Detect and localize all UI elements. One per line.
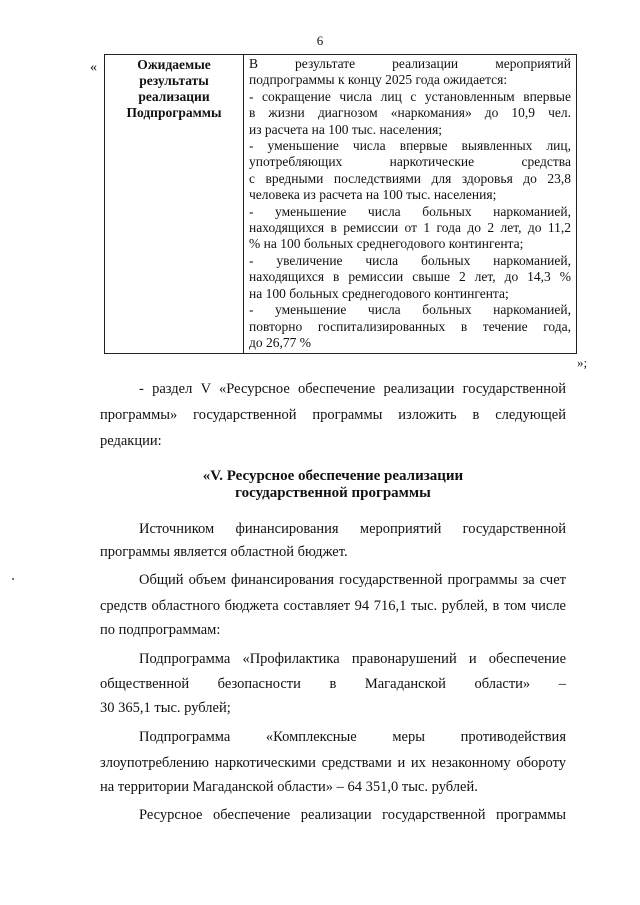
row-value-cell bbox=[244, 55, 577, 354]
value-line: - уменьшение числа впервые выявленных лиц, bbox=[249, 138, 571, 154]
value-line: находящихся в ремиссии от 1 года до 2 лет, до 11,2 bbox=[249, 220, 571, 236]
paragraph-line: Общий объем финансирования государственной программы за счет bbox=[139, 572, 566, 588]
value-line: подпрограммы к концу 2025 года ожидается: bbox=[249, 72, 508, 88]
page-number: 6 bbox=[316, 33, 324, 48]
section-heading-line: «V. Ресурсное обеспечение реализации bbox=[202, 468, 464, 484]
instruction-line: - раздел V «Ресурсное обеспечение реализации государственной bbox=[139, 381, 566, 397]
value-line: - сокращение числа лиц с установленным впервые bbox=[249, 88, 571, 104]
paragraph-line: общественной безопасности в Магаданской области» – bbox=[100, 676, 566, 692]
paragraph-line: Подпрограмма «Профилактика правонарушений и обеспечение bbox=[139, 651, 566, 667]
value-line: - увеличение числа больных наркоманией, bbox=[249, 252, 571, 268]
value-line: на 100 больных среднегодового контингента; bbox=[249, 285, 509, 301]
value-line: в жизни диагнозом «наркомания» до 10,9 чел. bbox=[249, 105, 571, 121]
paragraph-line: средств областного бюджета составляет 94 716,1 тыс. рублей, в том числе bbox=[100, 598, 566, 614]
close-quote: »; bbox=[577, 355, 588, 370]
row-label-line: Ожидаемые bbox=[137, 57, 211, 72]
paragraph-line: Ресурсное обеспечение реализации государственной программы bbox=[139, 807, 566, 823]
value-line: употребляющих наркотические средства bbox=[249, 154, 571, 170]
scan-speck bbox=[12, 578, 14, 580]
table-row bbox=[105, 55, 577, 354]
value-line: повторно госпитализированных в течение года, bbox=[249, 318, 571, 334]
value-line: % на 100 больных среднегодового контингента; bbox=[249, 236, 524, 252]
section-heading-line: государственной программы bbox=[235, 485, 431, 501]
row-label-line: Подпрограммы bbox=[126, 105, 222, 120]
value-line: - уменьшение числа больных наркоманией, bbox=[249, 203, 571, 219]
value-line: до 26,77 % bbox=[249, 334, 311, 350]
paragraph-line: на территории Магаданской области» – 64 351,0 тыс. рублей. bbox=[100, 779, 478, 795]
paragraph-line: программы является областной бюджет. bbox=[100, 544, 348, 560]
value-line: - уменьшение числа больных наркоманией, bbox=[249, 302, 571, 318]
row-label-line: результаты bbox=[139, 73, 209, 88]
paragraph-line: Источником финансирования мероприятий государственной bbox=[139, 521, 566, 537]
instruction-line: программы» государственной программы изложить в следующей bbox=[100, 407, 566, 423]
value-line: с вредными последствиями для здоровья до 23,8 bbox=[249, 170, 571, 186]
paragraph-line: 30 365,1 тыс. рублей; bbox=[100, 700, 231, 716]
value-line: В результате реализации мероприятий bbox=[249, 56, 571, 71]
paragraph-line: Подпрограмма «Комплексные меры противодействия bbox=[139, 729, 566, 745]
row-label-line: реализации bbox=[138, 89, 210, 104]
value-line: находящихся в ремиссии свыше 2 лет, до 14,3 % bbox=[249, 269, 571, 285]
instruction-line: редакции: bbox=[100, 433, 162, 449]
value-line: из расчета на 100 тыс. населения; bbox=[249, 121, 443, 137]
value-line: человека из расчета на 100 тыс. населения; bbox=[249, 187, 497, 203]
passport-table bbox=[104, 54, 577, 354]
open-quote: « bbox=[90, 60, 97, 75]
row-label-cell bbox=[105, 55, 244, 354]
paragraph-line: злоупотреблению наркотическими средствами и их незаконному обороту bbox=[100, 755, 566, 771]
paragraph-line: по подпрограммам: bbox=[100, 622, 221, 638]
